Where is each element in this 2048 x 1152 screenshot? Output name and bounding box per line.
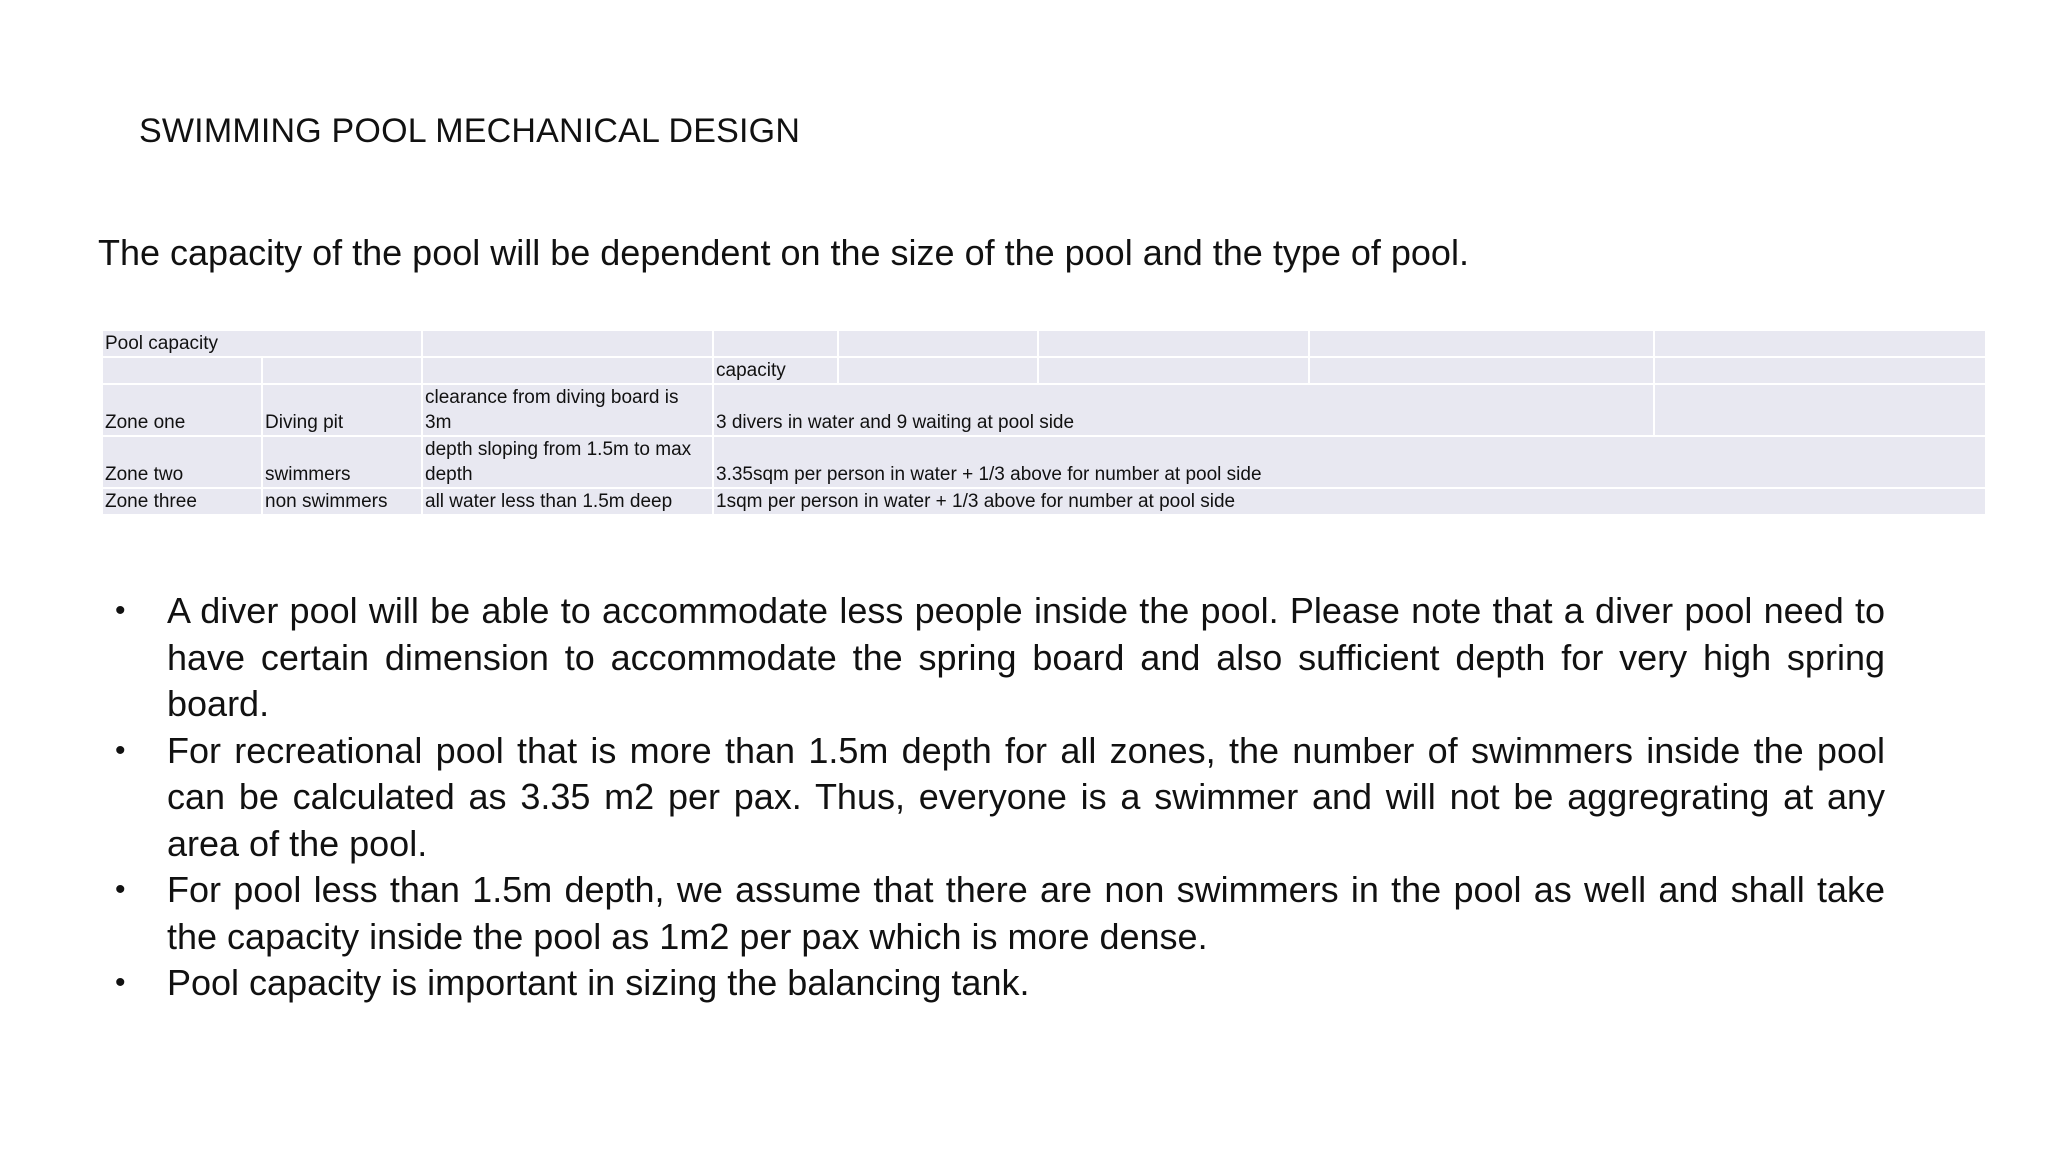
list-item bbox=[115, 960, 1885, 1007]
pool-capacity-table bbox=[101, 329, 1987, 516]
zone-cell: Zone two bbox=[102, 436, 262, 488]
table-cell bbox=[1309, 330, 1654, 357]
zone-cell: Zone three bbox=[102, 488, 262, 515]
capacity-label-cell: capacity bbox=[713, 357, 838, 384]
capacity-cell: 3.35sqm per person in water + 1/3 above for number at pool side bbox=[713, 436, 1986, 488]
type-cell: Diving pit bbox=[262, 384, 422, 436]
table-cell bbox=[838, 357, 1038, 384]
bullet-icon: • bbox=[115, 733, 126, 767]
table-subheader-row bbox=[102, 357, 1986, 384]
condition-cell: clearance from diving board is 3m bbox=[422, 384, 713, 436]
table-header-cell: Pool capacity bbox=[102, 330, 422, 357]
bullet-list bbox=[115, 588, 1885, 1007]
table-cell bbox=[1654, 384, 1986, 436]
bullet-text: A diver pool will be able to accommodate less people inside the pool. Please note that a diver pool need to have certain dimension to accommodate the spring board and also sufficient depth for very high spring board. bbox=[167, 590, 1885, 724]
table-cell bbox=[1654, 357, 1986, 384]
table-header-row bbox=[102, 330, 1986, 357]
bullet-icon: • bbox=[115, 873, 126, 906]
table-cell bbox=[262, 357, 422, 384]
table-cell bbox=[713, 330, 838, 357]
bullet-text: For pool less than 1.5m depth, we assume that there are non swimmers in the pool as well and shall take the capacity inside the pool as 1m2 per pax which is more dense. bbox=[167, 869, 1885, 957]
condition-cell: depth sloping from 1.5m to max depth bbox=[422, 436, 713, 488]
condition-cell: all water less than 1.5m deep bbox=[422, 488, 713, 515]
bullet-icon: • bbox=[115, 966, 126, 999]
table-cell bbox=[1038, 357, 1309, 384]
type-cell: non swimmers bbox=[262, 488, 422, 515]
table-cell bbox=[422, 357, 713, 384]
table-cell bbox=[1654, 330, 1986, 357]
list-item bbox=[115, 867, 1885, 960]
table-cell bbox=[1309, 357, 1654, 384]
bullet-text: For recreational pool that is more than 1.5m depth for all zones, the number of swimmers inside the pool can be calculated as 3.35 m2 per pax. Thus, everyone is a swimmer and will not be aggregrating at any area of the pool. bbox=[167, 729, 1885, 864]
table-cell bbox=[422, 330, 713, 357]
slide-title: SWIMMING POOL MECHANICAL DESIGN bbox=[139, 112, 801, 150]
table-row bbox=[102, 488, 1986, 515]
capacity-cell: 1sqm per person in water + 1/3 above for number at pool side bbox=[713, 488, 1986, 515]
table-cell bbox=[1038, 330, 1309, 357]
bullet-text: Pool capacity is important in sizing the balancing tank. bbox=[167, 962, 1030, 1003]
bullet-icon: • bbox=[115, 594, 126, 627]
list-item bbox=[115, 588, 1885, 728]
intro-text: The capacity of the pool will be dependent on the size of the pool and the type of pool. bbox=[98, 232, 1469, 273]
zone-cell: Zone one bbox=[102, 384, 262, 436]
table-cell bbox=[102, 357, 262, 384]
capacity-cell: 3 divers in water and 9 waiting at pool side bbox=[713, 384, 1654, 436]
type-cell: swimmers bbox=[262, 436, 422, 488]
table-row bbox=[102, 436, 1986, 488]
list-item bbox=[115, 728, 1885, 868]
table-row bbox=[102, 384, 1986, 436]
table-cell bbox=[838, 330, 1038, 357]
